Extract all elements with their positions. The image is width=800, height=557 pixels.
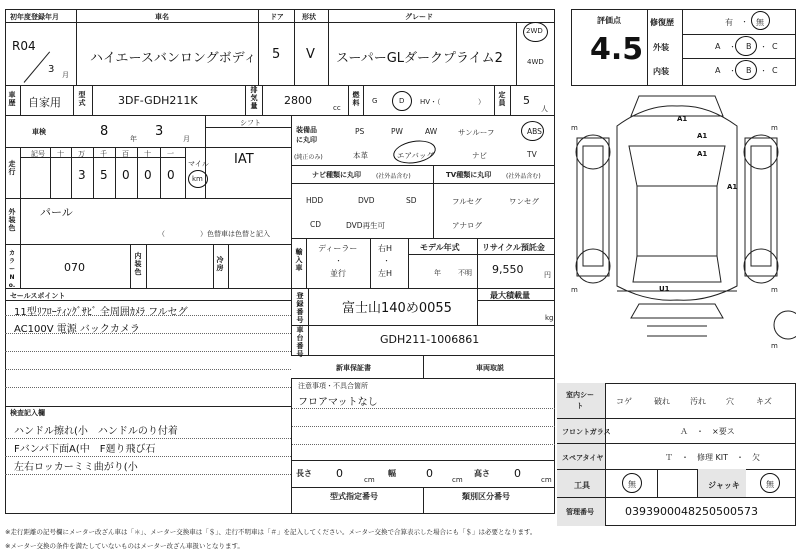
tools-label: 工具 — [574, 481, 590, 490]
grade-dot: ・ — [760, 67, 767, 75]
m-mark: m — [771, 124, 778, 132]
color-no: 070 — [64, 261, 85, 274]
sales-line: 11型ﾘﾌﾛｰﾃｨﾝｸﾞｻﾋﾞ 全周囲ｶﾒﾗ フルセグ — [14, 307, 188, 318]
use: 自家用 — [28, 96, 61, 109]
import-left-h: 左H — [378, 269, 393, 278]
exterior-label: 外装 — [653, 43, 669, 52]
capacity: 5 — [523, 94, 530, 107]
navi-item: SD — [406, 196, 417, 205]
door-label: ドア — [270, 13, 284, 21]
model-year-unit: 年 — [434, 269, 441, 277]
m-mark: m — [771, 342, 778, 350]
spare-label: スペアタイヤ — [562, 454, 604, 462]
color-note: （ ）色替車は色替と記入 — [158, 230, 270, 238]
shaken-month: 3 — [155, 124, 164, 139]
windshield-value: Ａ ・ ×要ス — [680, 427, 735, 436]
manual-label: 車両取説 — [476, 364, 504, 372]
mileage-divider — [93, 147, 94, 198]
mileage-label: 走行 — [8, 160, 16, 176]
m-mark: m — [771, 286, 778, 294]
chassis-value: GDH211-1006861 — [380, 333, 480, 346]
inspector-line: 左右ロッカーミミ曲がり(小 — [14, 462, 138, 473]
shape: V — [306, 47, 315, 62]
seat-item: キズ — [756, 397, 772, 406]
grade: スーパーGLダークプライム2 — [336, 51, 503, 66]
person-unit: 人 — [541, 105, 548, 113]
fuel-d: D — [399, 97, 405, 105]
jack-value: 無 — [766, 480, 774, 489]
mileage-head: 十 — [57, 150, 64, 158]
width-unit: cm — [452, 476, 463, 484]
tv-item: フルセグ — [452, 197, 482, 206]
score-value: 4.5 — [590, 32, 644, 67]
equipment-item: サンルーフ — [458, 128, 495, 137]
tv-label: TV種類に丸印 — [446, 171, 492, 179]
equipment-item: ナビ — [472, 151, 487, 160]
mileage-digit: 0 — [122, 168, 130, 182]
mileage-head: 十 — [144, 150, 151, 158]
inspector-label: 検査記入欄 — [10, 409, 45, 417]
fuel-close: ） — [478, 98, 485, 106]
length-unit: cm — [364, 476, 375, 484]
seat-item: コゲ — [616, 397, 632, 406]
inspector-line: ハンドル擦れ(小 ハンドルのり付着 — [14, 426, 178, 437]
shift-label: シフト — [240, 119, 261, 127]
sales-line: AC100V 電源 バックカメラ — [14, 324, 140, 335]
equipment-item: ABS — [527, 127, 542, 136]
repair-dot: ・ — [741, 18, 748, 26]
navi-label: ナビ種類に丸印 — [312, 171, 361, 179]
tv-sub: (社外品含む) — [506, 173, 541, 180]
class-number-label: 類別区分番号 — [462, 492, 510, 501]
inspector-line: Fバンパ下面A(中 F廻り飛び石 — [14, 444, 156, 455]
windshield-label: フロントガラス — [562, 428, 611, 436]
import-label: 輸入車 — [295, 248, 303, 272]
tv-item: ワンセグ — [509, 197, 539, 206]
navi-item: HDD — [306, 196, 324, 205]
fuel-hv: HV・（ — [420, 98, 441, 106]
import-parallel-dot: ・ — [335, 257, 342, 265]
shape-label: 形状 — [302, 13, 316, 21]
height-value: 0 — [514, 467, 521, 480]
mileage-divider — [160, 147, 161, 198]
grade-option: A — [715, 42, 721, 51]
length-value: 0 — [336, 467, 343, 480]
seat-item: 穴 — [726, 397, 734, 406]
model-label: 型式 — [78, 91, 86, 107]
equipment-sub: (純正のみ) — [294, 154, 323, 161]
mileage-head: 百 — [122, 150, 129, 158]
fuel-g: G — [372, 97, 378, 105]
notes-text: フロアマットなし — [298, 397, 378, 408]
equipment-label: 装備品に丸印 — [296, 126, 317, 144]
grade-option: B — [746, 42, 752, 51]
shaken-label: 車検 — [32, 128, 46, 136]
recycle-value: 9,550 — [492, 263, 524, 276]
model: 3DF-GDH211K — [118, 94, 198, 107]
m-mark: m — [571, 286, 578, 294]
grade-dot: ・ — [729, 67, 736, 75]
navi-item: DVD — [358, 196, 375, 205]
width-label: 幅 — [388, 469, 396, 478]
color-value: パール — [40, 206, 73, 219]
grade-dot: ・ — [729, 43, 736, 51]
damage-mark-side: A1 — [727, 183, 738, 191]
grade-label: グレード — [405, 13, 433, 21]
grade-dot: ・ — [760, 43, 767, 51]
seat-label: 室内シート — [566, 391, 594, 410]
damage-mark-front2: A1 — [697, 132, 708, 140]
car-name-label: 車名 — [155, 13, 169, 21]
mileage-divider — [115, 147, 116, 198]
notes-label: 注意事項・不具合箇所 — [298, 382, 368, 390]
grade-option: C — [772, 42, 778, 51]
grade-option: B — [746, 66, 752, 75]
repair-label: 修復歴 — [650, 18, 674, 27]
import-dealer: ディーラー — [318, 244, 358, 253]
import-right-h: 右H — [378, 244, 393, 253]
model-year-label: モデル年式 — [420, 243, 460, 252]
footer-line2: ※メーター交換の条件を満たしていないものはメーター改ざん車扱いとなります。 — [5, 542, 244, 550]
equipment-item: AW — [425, 127, 438, 136]
displacement: 2800 — [284, 94, 312, 107]
cc-unit: cc — [333, 104, 341, 112]
shaken-month-unit: 月 — [183, 135, 190, 143]
damage-mark-center: A1 — [697, 150, 708, 158]
fuel-label: 燃料 — [352, 91, 360, 107]
drive-2wd: 2WD — [526, 27, 543, 35]
score-label: 評価点 — [597, 16, 621, 25]
type-number-label: 型式指定番号 — [330, 492, 378, 501]
height-label: 高さ — [474, 469, 490, 478]
registration-label: 登録番号 — [296, 292, 304, 324]
km-label: km — [192, 175, 203, 183]
jack-label: ジャッキ — [708, 481, 740, 490]
mileage-head: 万 — [78, 150, 85, 158]
ac-label: 冷房 — [216, 256, 224, 272]
mileage-divider — [185, 147, 186, 198]
mile-label: マイル — [188, 160, 209, 168]
tools-value: 無 — [628, 480, 636, 489]
shaken-year: 8 — [100, 124, 109, 139]
max-load-label: 最大積載量 — [490, 291, 530, 300]
tv-item: アナログ — [452, 221, 482, 230]
equipment-item: TV — [527, 150, 537, 159]
recycle-label: リサイクル預託金 — [482, 243, 545, 252]
equipment-item: PW — [391, 127, 403, 136]
first-reg-month: 3 — [48, 64, 55, 75]
mileage-digit: 3 — [78, 168, 86, 182]
mileage-digit: 5 — [100, 168, 108, 182]
repair-yes: 有 — [725, 18, 733, 27]
mileage-divider — [137, 147, 138, 198]
mileage-divider — [71, 147, 72, 198]
car-diagram — [557, 86, 796, 376]
seat-item: 汚れ — [690, 397, 706, 406]
navi-item: DVD再生可 — [346, 221, 386, 230]
mileage-digit: 0 — [144, 168, 152, 182]
yen-unit: 円 — [544, 271, 551, 279]
mileage-divider — [50, 147, 51, 198]
first-reg-month-unit: 月 — [62, 71, 69, 79]
doors: 5 — [272, 47, 281, 62]
sales-point-label: セールスポイント — [10, 292, 66, 300]
interior-label: 内装 — [653, 67, 669, 76]
mileage-digit: 0 — [167, 168, 175, 182]
first-reg-label: 初年度登録年月 — [10, 13, 59, 21]
width-value: 0 — [426, 467, 433, 480]
use-label: 車歴 — [8, 91, 16, 107]
first-reg-era: R04 — [12, 39, 36, 53]
color-no-label: カラーNo. — [8, 250, 16, 289]
displacement-label: 排気量 — [250, 86, 258, 110]
color-label: 外装色 — [8, 208, 16, 232]
car-name: ハイエースバンロングボディ — [90, 51, 257, 66]
equipment-item: 本革 — [353, 151, 368, 160]
grade-option: C — [772, 66, 778, 75]
mileage-head: 千 — [100, 150, 107, 158]
seat-item: 破れ — [654, 397, 670, 406]
m-mark: m — [571, 124, 578, 132]
shaken-year-unit: 年 — [130, 135, 137, 143]
shift-value: IAT — [234, 152, 254, 167]
mgmt-value: 0393900048250500573 — [625, 505, 758, 518]
repair-no: 無 — [756, 18, 764, 27]
navi-item: CD — [310, 220, 322, 229]
import-dot: ・ — [383, 257, 390, 265]
mileage-head: 一 — [167, 150, 174, 158]
interior-color-label: 内装色 — [134, 252, 142, 276]
chassis-label: 車台番号 — [296, 326, 304, 358]
length-label: 長さ — [296, 469, 312, 478]
mileage-head: 記号 — [31, 150, 45, 158]
height-unit: cm — [541, 476, 552, 484]
equipment-item: エアバッグ — [397, 151, 434, 160]
navi-sub: (社外品含む) — [376, 173, 411, 180]
warranty-label: 新車保証書 — [336, 364, 371, 372]
grade-option: A — [715, 66, 721, 75]
import-parallel: 並行 — [330, 269, 346, 278]
damage-mark-rear: U1 — [659, 285, 670, 293]
model-year-unknown: 不明 — [458, 269, 472, 277]
registration-plate: 富士山140め0055 — [342, 301, 452, 316]
footer-line1: ※走行距離の記号欄にメーター改ざん車は「＊」、メーター交換車は「＄」、走行不明車は「＃」を記入してください。メーター交換で合算表示した場合にも「＄」は必要となります。 — [5, 528, 537, 536]
car-diagram-svg — [557, 86, 796, 376]
drive-4wd: 4WD — [527, 58, 544, 66]
equipment-item: PS — [355, 127, 365, 136]
damage-mark-front: A1 — [677, 115, 688, 123]
capacity-label: 定員 — [498, 91, 506, 107]
kg-unit: kg — [545, 314, 554, 322]
mgmt-label: 管理番号 — [566, 508, 594, 516]
spare-value: Ｔ ・ 修理 KIT ・ 欠 — [665, 453, 761, 462]
